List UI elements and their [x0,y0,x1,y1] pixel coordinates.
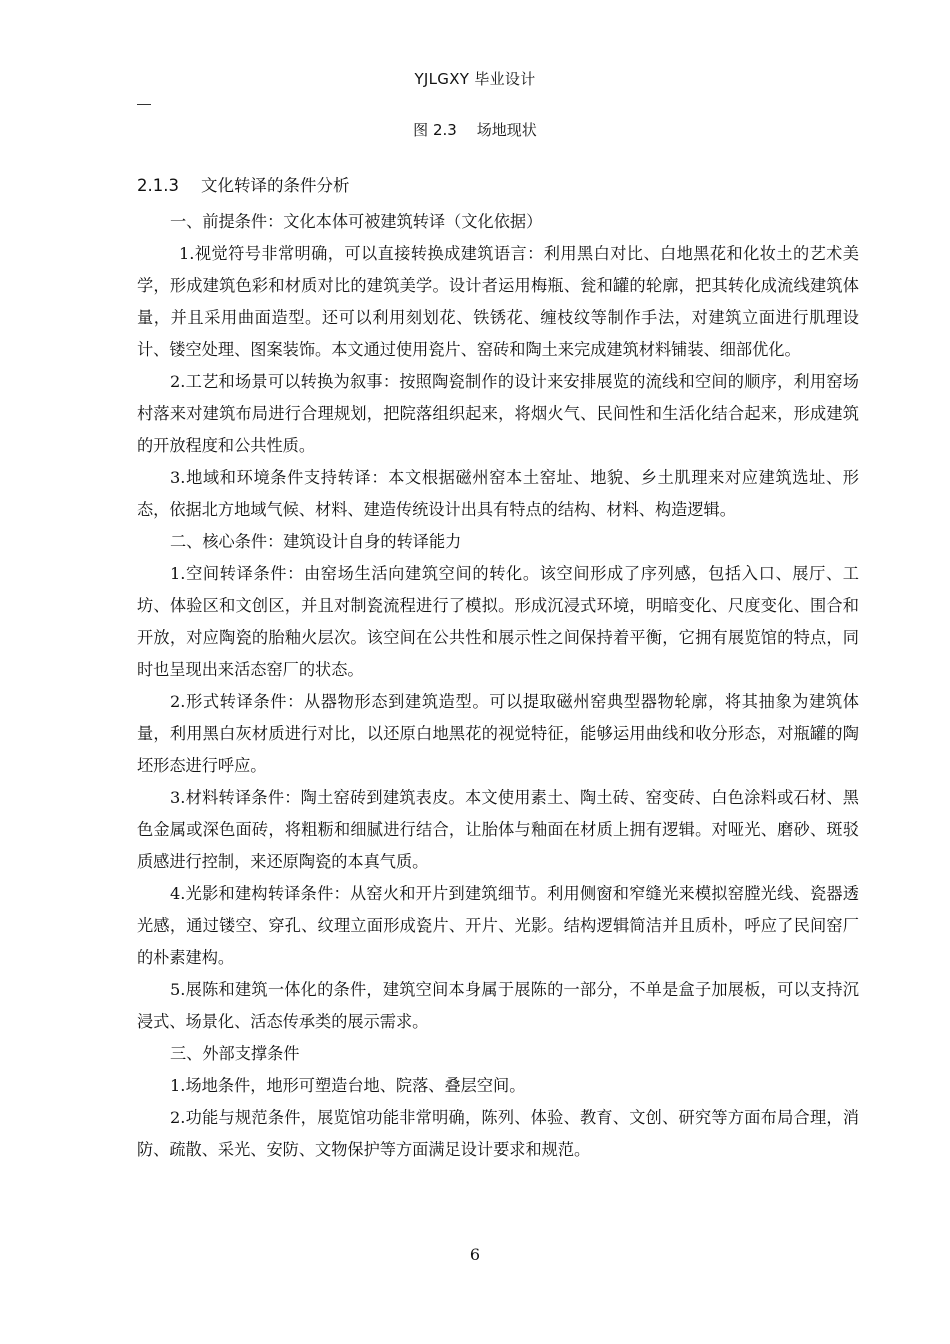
figure-number: 图 2.3 [413,121,457,139]
paragraph: 1.空间转译条件：由窑场生活向建筑空间的转化。该空间形成了序列感，包括入口、展厅、工坊、体验区和文创区，并且对制瓷流程进行了模拟。形成沉浸式环境，明暗变化、尺度变化、围合和开放，对应陶瓷的胎釉火层次。该空间在公共性和展示性之间保持着平衡，它拥有展览馆的特点，同时也呈现出来活态窑厂的状态。 [137,564,859,679]
subheading-core: 二、核心条件：建筑设计自身的转译能力 [170,532,462,551]
subheading-external: 三、外部支撑条件 [170,1044,300,1063]
paragraph: 4.光影和建构转译条件：从窑火和开片到建筑细节。利用侧窗和窄缝光来模拟窑膛光线、瓷器透光感，通过镂空、穿孔、纹理立面形成瓷片、开片、光影。结构逻辑简洁并且质朴，呼应了民间窑厂的朴素建构。 [137,884,859,967]
paragraph: 2.形式转译条件：从器物形态到建筑造型。可以提取磁州窑典型器物轮廓，将其抽象为建筑体量，利用黑白灰材质进行对比，以还原白地黑花的视觉特征，能够运用曲线和收分形态，对瓶罐的陶坯形态进行呼应。 [137,692,859,775]
section-number: 2.1.3 [137,176,179,195]
section-heading [137,172,349,196]
figure-title: 场地现状 [476,121,537,139]
header-title: YJLGXY 毕业设计 [414,70,536,88]
paragraph: 3.地域和环境条件支持转译：本文根据磁州窑本土窑址、地貌、乡土肌理来对应建筑选址、形态，依据北方地域气候、材料、建造传统设计出具有特点的结构、材料、构造逻辑。 [137,468,859,519]
page-number: 6 [469,1245,481,1264]
paragraph: 2.功能与规范条件，展览馆功能非常明确，陈列、体验、教育、文创、研究等方面布局合理，消防、疏散、采光、安防、文物保护等方面满足设计要求和规范。 [137,1108,859,1159]
paragraph: 1.视觉符号非常明确，可以直接转换成建筑语言：利用黑白对比、白地黑花和化妆土的艺术美学，形成建筑色彩和材质对比的建筑美学。设计者运用梅瓶、瓮和罐的轮廓，把其转化成流线建筑体量，并且采用曲面造型。还可以利用刻划花、铁锈花、缠枝纹等制作手法，对建筑立面进行肌理设计、镂空处理、图案装饰。本文通过使用瓷片、窑砖和陶土来完成建筑材料铺装、细部优化。 [137,244,859,359]
subheading-premise: 一、前提条件：文化本体可被建筑转译（文化依据） [170,212,543,231]
paragraph: 3.材料转译条件：陶土窑砖到建筑表皮。本文使用素土、陶土砖、窑变砖、白色涂料或石材、黑色金属或深色面砖，将粗粝和细腻进行结合，让胎体与釉面在材质上拥有逻辑。对哑光、磨砂、斑驳质感进行控制，来还原陶瓷的本真气质。 [137,788,859,871]
figure-caption [0,119,950,140]
paragraph: 1.场地条件，地形可塑造台地、院落、叠层空间。 [170,1076,526,1095]
paragraph: 2.工艺和场景可以转换为叙事：按照陶瓷制作的设计来安排展览的流线和空间的顺序，利用窑场村落来对建筑布局进行合理规划，把院落组织起来，将烟火气、民间性和生活化结合起来，形成建筑的开放程度和公共性质。 [137,372,859,455]
paragraph: 5.展陈和建筑一体化的条件，建筑空间本身属于展陈的一部分，不单是盒子加展板，可以支持沉浸式、场景化、活态传承类的展示需求。 [137,980,859,1031]
section-title: 文化转译的条件分析 [200,176,350,195]
header-divider [137,104,151,105]
body-text [137,206,859,1166]
page-header [0,68,950,89]
